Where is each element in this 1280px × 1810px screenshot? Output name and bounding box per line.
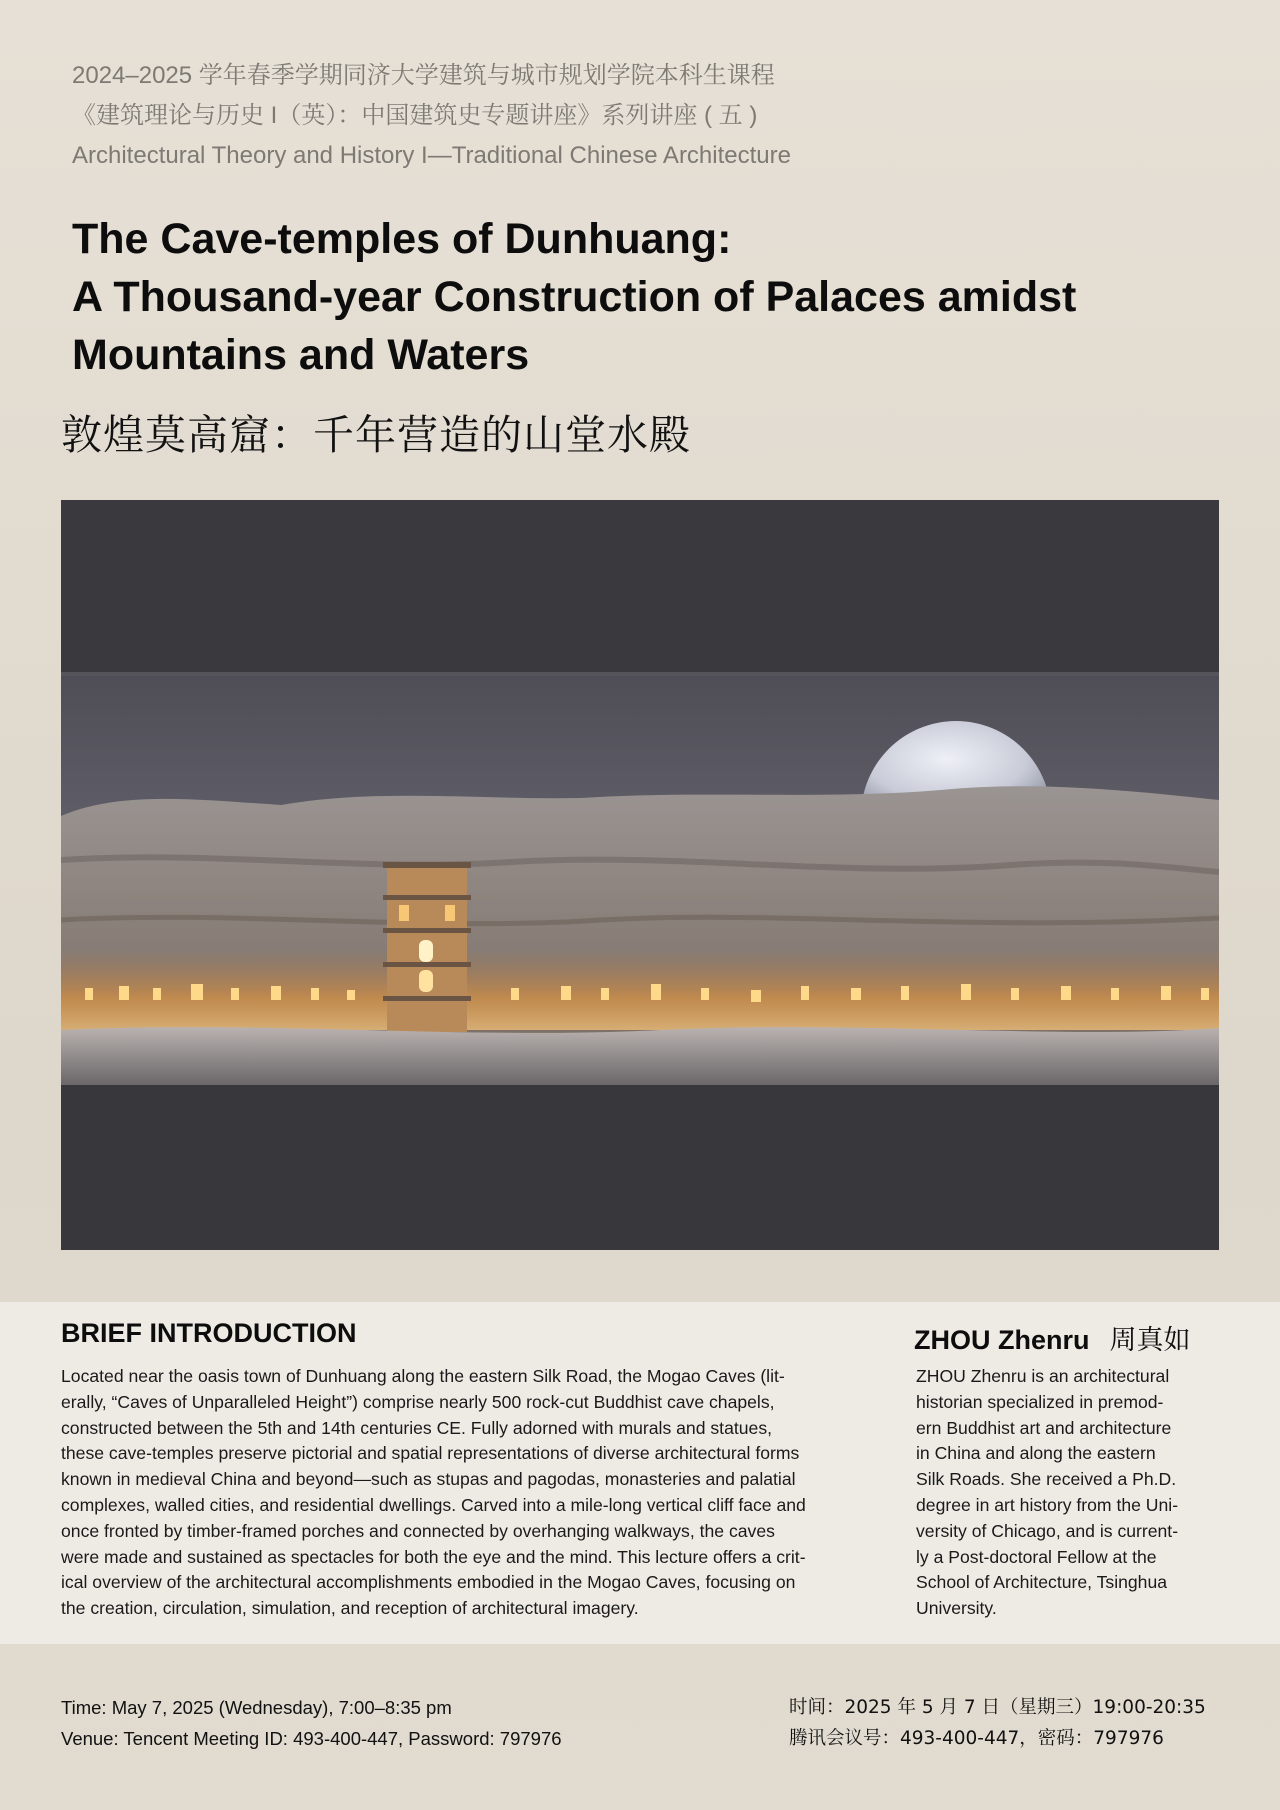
intro-line: once fronted by timber-framed porches and connected by overhanging walkways, the caves: [61, 1520, 775, 1541]
intro-line: complexes, walled cities, and residential dwellings. Carved into a mile-long vertical cliff face and: [61, 1494, 806, 1515]
hero-photo-mogao-model: [61, 500, 1219, 1250]
event-details-en: [61, 1692, 562, 1754]
lecture-title-cn: 敦煌莫高窟：千年营造的山堂水殿: [61, 411, 691, 459]
bio-line: versity of Chicago, and is current-: [916, 1520, 1179, 1541]
bio-line: ern Buddhist art and architecture: [916, 1417, 1172, 1438]
venue-cn: 腾讯会议号：493-400-447，密码：797976: [789, 1728, 1164, 1749]
event-details-cn: [789, 1692, 1206, 1754]
series-line-cn: 《建筑理论与历史 I（英）：中国建筑史专题讲座》系列讲座 ( 五 ): [72, 102, 758, 129]
course-header: [72, 56, 1172, 176]
speaker-heading: [914, 1318, 1191, 1357]
intro-line: Located near the oasis town of Dunhuang along the eastern Silk Road, the Mogao Caves (lit-: [61, 1366, 785, 1386]
bio-line: degree in art history from the Uni-: [916, 1494, 1179, 1515]
bio-line: ly a Post-doctoral Fellow at the: [916, 1546, 1157, 1567]
intro-line: known in medieval China and beyond—such as stupas and pagodas, monasteries and palatial: [61, 1469, 796, 1490]
intro-line: were made and sustained as spectacles for both the eye and the mind. This lecture offers a crit-: [61, 1546, 806, 1567]
nine-storey-pagoda: [383, 862, 471, 1032]
intro-line: ical overview of the architectural accomplishments embodied in the Mogao Caves, focusing on: [61, 1572, 796, 1593]
title-line-2: A Thousand-year Construction of Palaces amidst: [72, 273, 1077, 321]
bio-line: University.: [916, 1598, 997, 1619]
time-cn: 时间：2025 年 5 月 7 日（星期三）19:00-20:35: [789, 1697, 1206, 1718]
course-line-cn: 2024–2025 学年春季学期同济大学建筑与城市规划学院本科生课程: [72, 62, 775, 89]
bio-line: Silk Roads. She received a Ph.D.: [916, 1469, 1177, 1490]
title-line-1: The Cave-temples of Dunhuang:: [72, 215, 732, 263]
title-line-3: Mountains and Waters: [72, 331, 530, 379]
intro-line: constructed between the 5th and 14th centuries CE. Fully adorned with murals and statues,: [61, 1417, 773, 1438]
lecture-title-en: [72, 210, 1192, 384]
time-en: Time: May 7, 2025 (Wednesday), 7:00–8:35 pm: [61, 1697, 452, 1718]
cave-model-illustration: [61, 500, 1219, 1250]
speaker-name-cn: 周真如: [1109, 1325, 1191, 1356]
intro-heading: BRIEF INTRODUCTION: [61, 1318, 357, 1348]
bio-line: historian specialized in premod-: [916, 1391, 1164, 1412]
intro-line: these cave-temples preserve pictorial and spatial representations of diverse architectural forms: [61, 1443, 800, 1464]
intro-line: the creation, circulation, simulation, and reception of architectural imagery.: [61, 1598, 639, 1619]
course-line-en: Architectural Theory and History I—Traditional Chinese Architecture: [72, 142, 791, 169]
venue-en: Venue: Tencent Meeting ID: 493-400-447, Password: 797976: [61, 1728, 562, 1749]
intro-body: [61, 1364, 887, 1622]
intro-line: erally, “Caves of Unparalleled Height”) comprise nearly 500 rock-cut Buddhist cave chapels,: [61, 1391, 775, 1412]
speaker-bio: [916, 1364, 1216, 1622]
speaker-name-en: ZHOU Zhenru: [914, 1325, 1090, 1355]
bio-line: ZHOU Zhenru is an architectural: [916, 1366, 1170, 1386]
bio-line: School of Architecture, Tsinghua: [916, 1572, 1168, 1593]
bio-line: in China and along the eastern: [916, 1443, 1156, 1464]
